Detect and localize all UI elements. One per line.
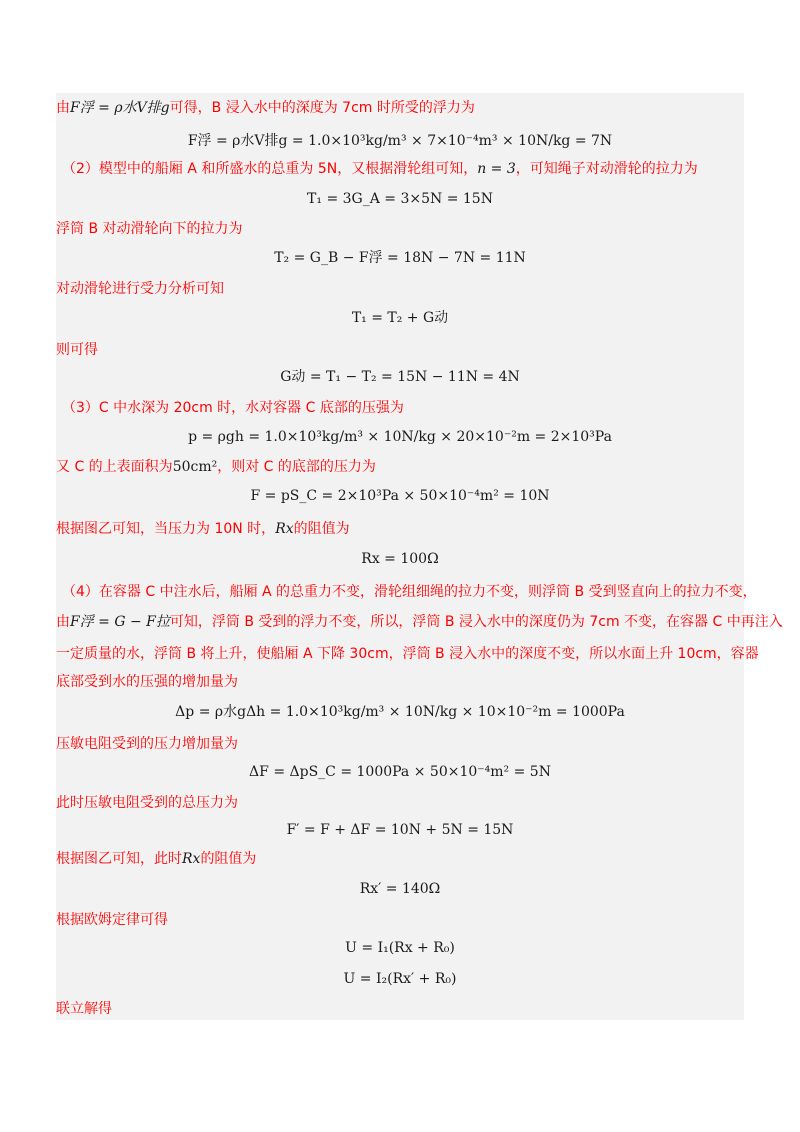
equation: U = I₂(Rx′ + R₀) <box>343 971 457 987</box>
solution-line: 压敏电阻受到的压力增加量为 <box>56 736 238 752</box>
solution-line: 浮筒 B 对动滑轮向下的拉力为 <box>56 221 243 237</box>
inline-formula: n = 3 <box>477 161 516 177</box>
solution-line: 联立解得 <box>56 1001 112 1017</box>
equation: F′ = F + ΔF = 10N + 5N = 15N <box>286 822 514 838</box>
solution-line: （3）C 中水深为 20cm 时，水对容器 C 底部的压强为 <box>62 400 404 416</box>
equation: F = pS_C = 2×10³Pa × 50×10⁻⁴m² = 10N <box>250 488 550 504</box>
solution-page <box>56 93 783 1020</box>
solution-line: （4）在容器 C 中注水后，船厢 A 的总重力不变，滑轮组细绳的拉力不变，则浮筒 B 受到竖直向上的拉力不变， <box>62 584 757 600</box>
equation: T₂ = G_B − F浮 = 18N − 7N = 11N <box>274 250 526 266</box>
solution-line: 又 C 的上表面积为50cm²，则对 C 的底部的压力为 <box>56 459 376 475</box>
solution-line: 根据欧姆定律可得 <box>56 912 168 928</box>
solution-line: 对动滑轮进行受力分析可知 <box>56 281 224 297</box>
equation: T₁ = T₂ + G动 <box>351 310 449 326</box>
solution-line: 根据图乙可知，当压力为 10N 时，Rx的阻值为 <box>56 521 350 537</box>
solution-line-2: （2）模型中的船厢 A 和所盛水的总重为 5N，又根据滑轮组可知，n = 3，可知绳子对动滑轮的拉力为 <box>62 161 698 177</box>
solution-line: 底部受到水的压强的增加量为 <box>56 674 238 690</box>
inline-formula: Rx <box>275 521 294 537</box>
equation: G动 = T₁ − T₂ = 15N − 11N = 4N <box>280 369 520 385</box>
solution-line: 根据图乙可知，此时Rx的阻值为 <box>56 851 257 867</box>
equation: ΔF = ΔpS_C = 1000Pa × 50×10⁻⁴m² = 5N <box>249 764 551 780</box>
equation: Rx = 100Ω <box>361 551 439 567</box>
solution-line: 一定质量的水，浮筒 B 将上升，使船厢 A 下降 30cm，浮筒 B 浸入水中的深度不变，所以水面上升 10cm，容器 <box>56 646 759 662</box>
inline-formula: 50cm² <box>172 459 218 475</box>
inline-formula: Rx <box>182 851 201 867</box>
equation: Rx′ = 140Ω <box>359 881 441 897</box>
equation: U = I₁(Rx + R₀) <box>345 940 455 956</box>
solution-line: 则可得 <box>56 342 98 358</box>
equation: p = ρgh = 1.0×10³kg/m³ × 10N/kg × 20×10⁻²m = 2×10³Pa <box>188 429 612 445</box>
inline-formula: F浮 = G − F拉 <box>70 614 170 630</box>
solution-line: 此时压敏电阻受到的总压力为 <box>56 795 238 811</box>
equation: F浮 = ρ水V排g = 1.0×10³kg/m³ × 7×10⁻⁴m³ × 10N/kg = 7N <box>187 133 613 149</box>
inline-formula: F浮 = ρ水V排g <box>70 100 170 116</box>
solution-line-1: 由F浮 = ρ水V排g可得，B 浸入水中的深度为 7cm 时所受的浮力为 <box>56 100 475 116</box>
equation: T₁ = 3G_A = 3×5N = 15N <box>307 191 493 207</box>
solution-line: 由F浮 = G − F拉可知，浮筒 B 受到的浮力不变，所以，浮筒 B 浸入水中的深度仍为 7cm 不变，在容器 C 中再注入 <box>56 614 783 630</box>
equation: Δp = ρ水gΔh = 1.0×10³kg/m³ × 10N/kg × 10×10⁻²m = 1000Pa <box>175 704 625 720</box>
